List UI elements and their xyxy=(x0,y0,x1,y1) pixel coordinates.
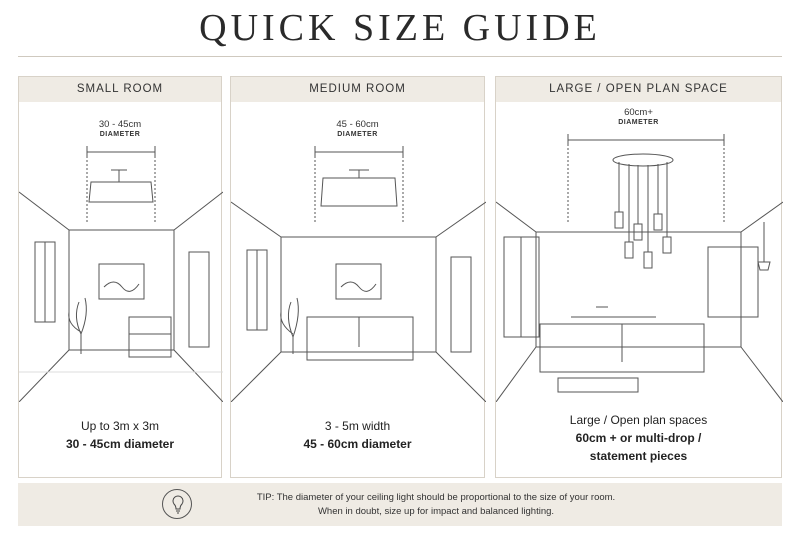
diameter-label: 30 - 45cm DIAMETER xyxy=(98,119,142,138)
lightbulb-icon xyxy=(162,489,192,519)
small-room-illustration xyxy=(19,102,221,402)
small-room-caption: Up to 3m x 3m 30 - 45cm diameter xyxy=(65,419,175,451)
card-header: MEDIUM ROOM xyxy=(231,77,484,102)
large-room-drawing xyxy=(496,102,783,402)
medium-room-caption: 3 - 5m width 45 - 60cm diameter xyxy=(303,419,412,451)
title-divider xyxy=(18,56,782,57)
card-header: LARGE / OPEN PLAN SPACE xyxy=(496,77,781,102)
tip-text: TIP: The diameter of your ceiling light should be proportional to the size of your room. When in doubt, size up for impact and balanced lighting. xyxy=(256,492,616,517)
card-large-room xyxy=(495,76,782,478)
diameter-label: 60cm+ DIAMETER xyxy=(618,107,659,126)
medium-room-illustration xyxy=(231,102,484,402)
diameter-label: 45 - 60cm DIAMETER xyxy=(336,119,379,138)
tip-bar xyxy=(18,483,782,526)
card-medium-room xyxy=(230,76,485,478)
page-title: QUICK SIZE GUIDE xyxy=(199,7,601,49)
medium-room-drawing xyxy=(231,102,486,402)
large-room-illustration xyxy=(496,102,781,402)
card-header: SMALL ROOM xyxy=(19,77,221,102)
card-small-room xyxy=(18,76,222,478)
large-room-caption: Large / Open plan spaces 60cm + or multi-drop / statement pieces xyxy=(569,413,708,463)
small-room-drawing xyxy=(19,102,223,402)
